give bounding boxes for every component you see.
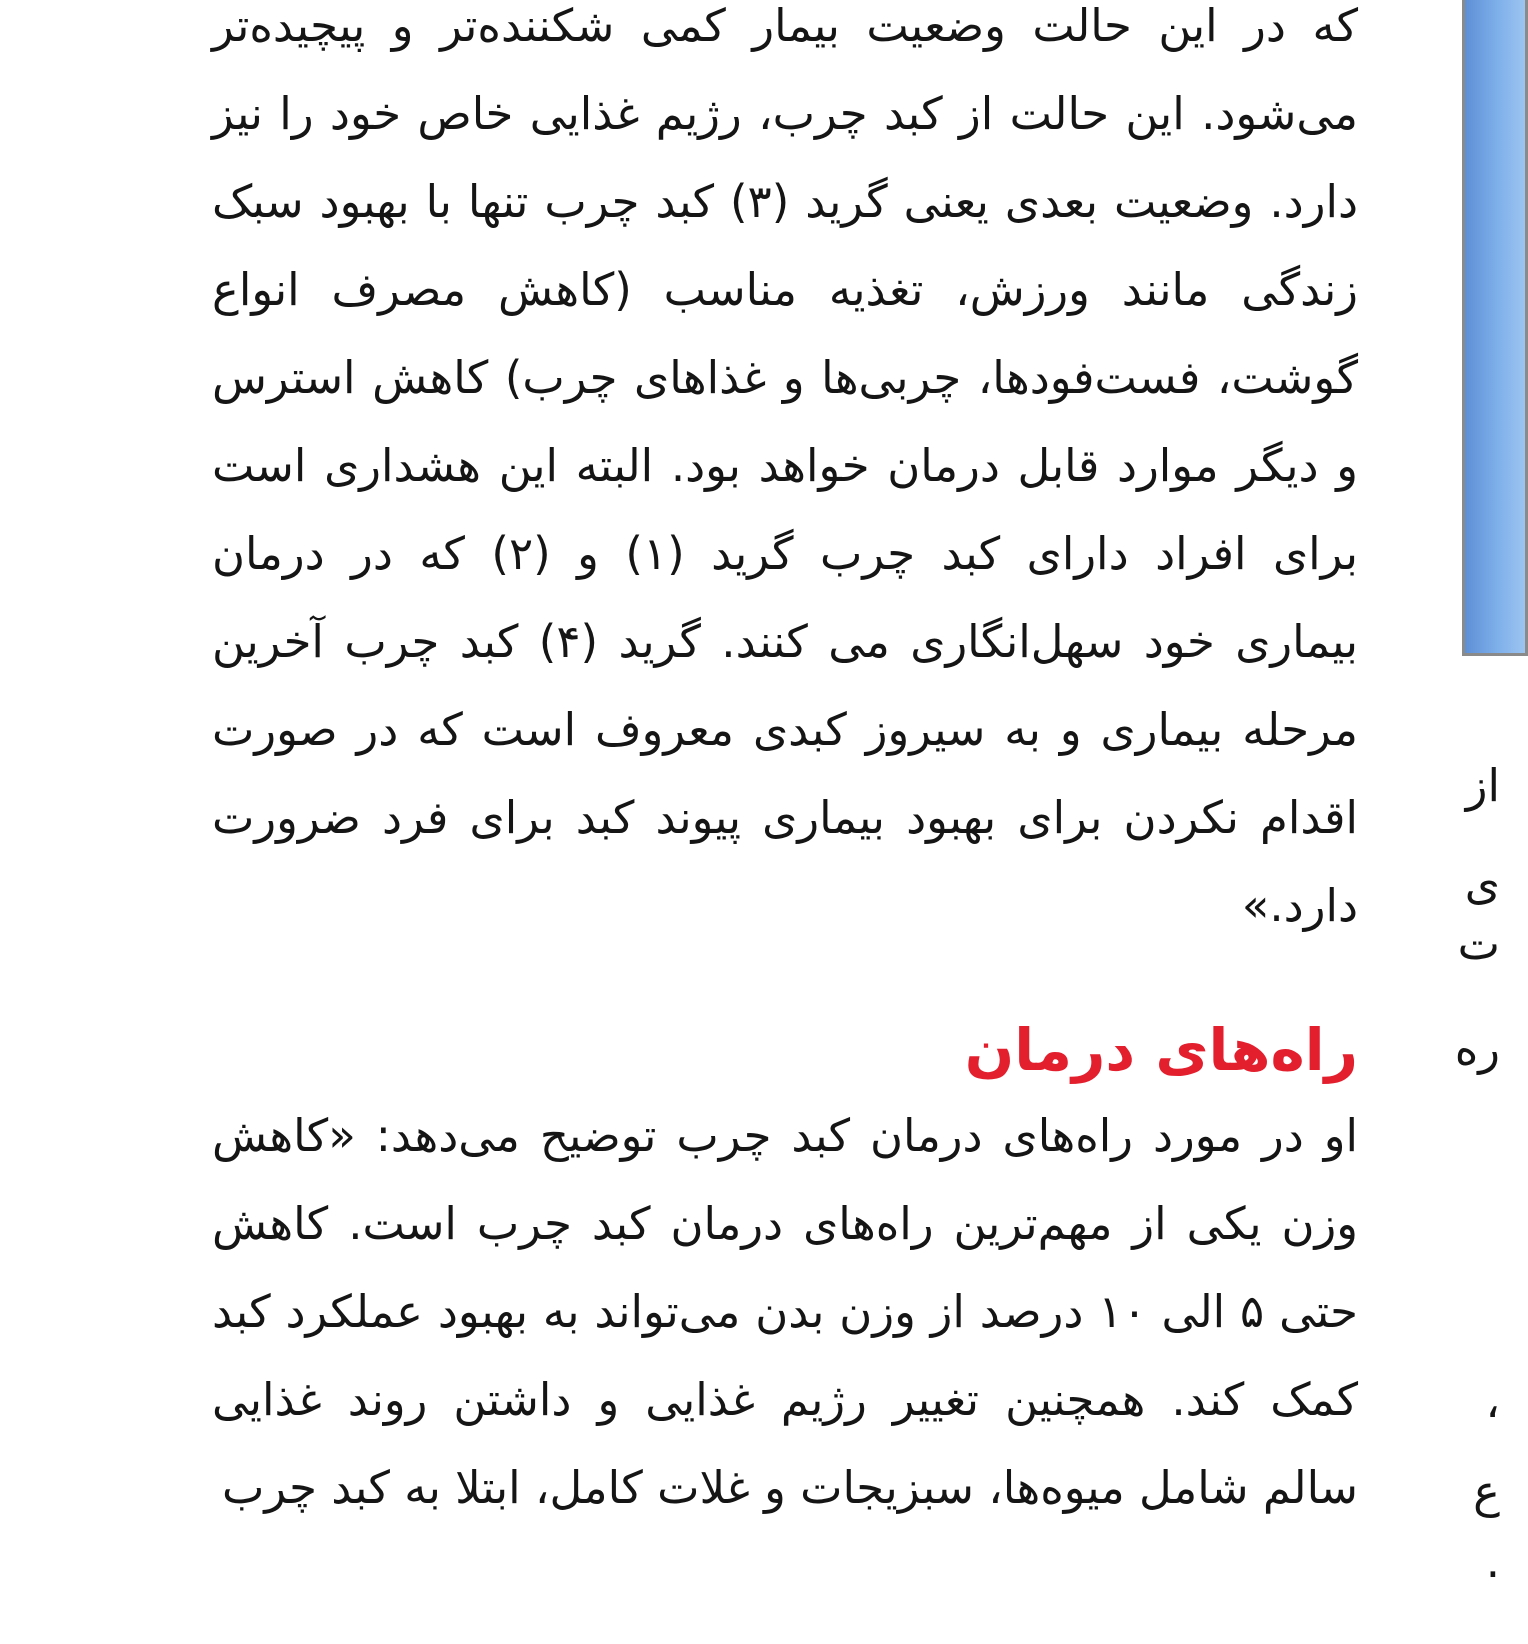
side-text-fragment: ی xyxy=(1464,857,1500,910)
lead-paragraph: که در این حالت وضعیت بیمار کمی شکننده‌تر و پیچیده‌تر می‌شود. این حالت از کبد چرب، رژیم غذایی خاص خود را نیز دارد. وضعیت بعدی یعنی گرید (۳) کبد چرب تنها با بهبود سبک زندگی مانند ورزش، تغذیه مناسب (کاهش مصرف انواع گوشت، فست‌فودها، چربی‌ها و غذاهای چرب) کاهش استرس و دیگر موارد قابل درمان خواهد بود. البته این هشداری است برای افراد دارای کبد چرب گرید (۱) و (۲) که در درمان بیماری خود سهل‌انگاری می کنند. گرید (۴) کبد چرب آخرین مرحله بیماری و به سیروز کبدی معروف است که در صورت اقدام نکردن برای بهبود بیماری پیوند کبد برای فرد ضرورت دارد.» xyxy=(212,0,1359,932)
article-main-column xyxy=(212,0,1358,1532)
treatment-paragraph: او در مورد راه‌های درمان کبد چرب توضیح می‌دهد: «کاهش وزن یکی از مهم‌ترین راه‌های درمان کبد چرب است. کاهش حتی ۵ الی ۱۰ درصد از وزن بدن می‌تواند به بهبود عملکرد کبد کمک کند. همچنین تغییر رژیم غذایی و داشتن روند غذایی سالم شامل میوه‌ها، سبزیجات و غلات کامل، ابتلا به کبد چرب xyxy=(212,1109,1358,1514)
side-text-fragment: ع xyxy=(1473,1465,1500,1518)
side-text-fragment: ، xyxy=(1485,1375,1500,1428)
side-text-fragment: از xyxy=(1465,759,1500,812)
side-text-fragment: ره xyxy=(1454,1022,1500,1075)
side-text-fragment: ت xyxy=(1457,917,1500,970)
side-text-fragment: . xyxy=(1485,1535,1500,1588)
adjacent-column xyxy=(1454,0,1500,1644)
section-heading: راه‌های درمان xyxy=(964,1016,1358,1084)
cropped-photo xyxy=(1462,0,1528,656)
